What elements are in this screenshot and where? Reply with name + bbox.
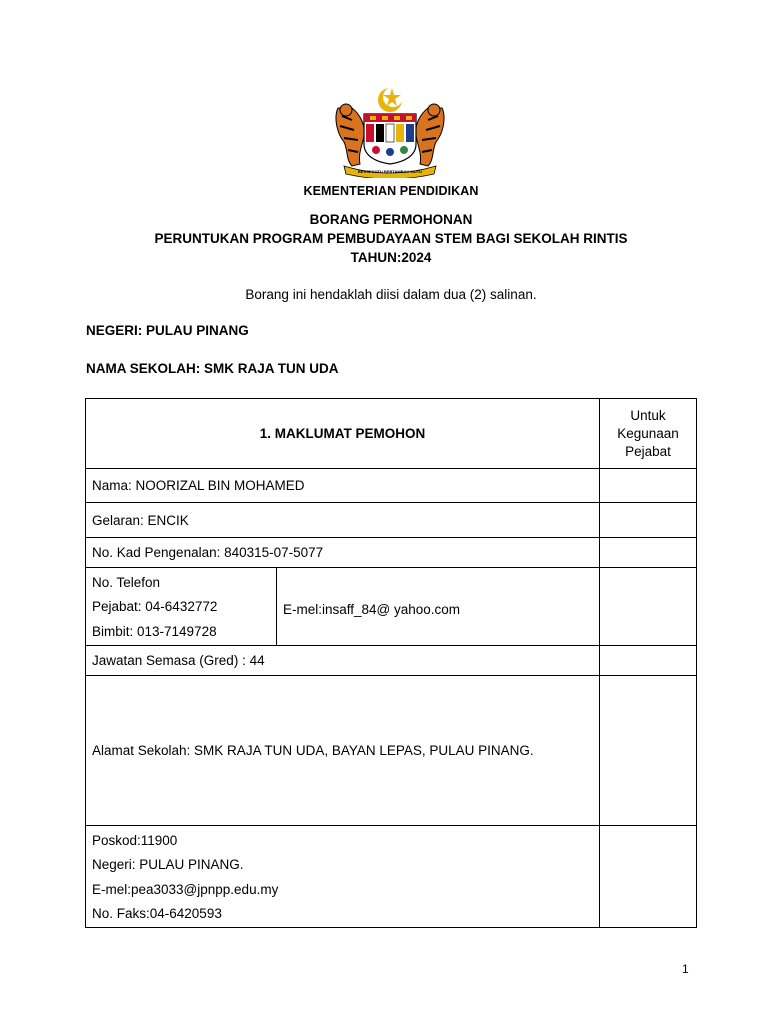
emblem-motto: BERSEKUTU BERTAMBAH MUTU: [357, 169, 423, 174]
phone-label: No. Telefon: [92, 574, 161, 590]
office-use-cell: [600, 469, 697, 503]
school-name-line: NAMA SEKOLAH: SMK RAJA TUN UDA: [86, 361, 339, 376]
ic-number-field: No. Kad Pengenalan: 840315-07-5077: [86, 538, 600, 568]
table-row: [86, 646, 697, 676]
name-field: Nama: NOORIZAL BIN MOHAMED: [86, 469, 600, 503]
page-number: 1: [682, 962, 689, 976]
phone-office: Pejabat: 04-6432772: [92, 599, 218, 615]
office-use-header: [600, 399, 697, 469]
form-title-block: [0, 210, 768, 267]
form-subtitle: PERUNTUKAN PROGRAM PEMBUDAYAAN STEM BAGI SEKOLAH RINTIS: [154, 231, 628, 246]
office-use-cell: [600, 646, 697, 676]
state-detail-line: Negeri: PULAU PINANG.: [92, 857, 244, 872]
school-address-field: Alamat Sekolah: SMK RAJA TUN UDA, BAYAN LEPAS, PULAU PINANG.: [86, 676, 600, 826]
postcode-line: Poskod:11900: [92, 832, 178, 848]
table-header-row: [86, 399, 697, 469]
table-row: [86, 568, 697, 646]
table-row: [86, 826, 697, 928]
phone-mobile: Bimbit: 013-7149728: [92, 623, 217, 639]
contact-details-cell: [86, 826, 600, 928]
state-line: NEGERI: PULAU PINANG: [86, 323, 249, 338]
office-use-line: Kegunaan: [617, 425, 679, 441]
table-row: [86, 469, 697, 503]
office-use-line: Pejabat: [625, 443, 671, 459]
fax-line: No. Faks:04-6420593: [92, 906, 222, 921]
applicant-info-table: [85, 398, 697, 928]
form-instruction: Borang ini hendaklah diisi dalam dua (2) salinan.: [245, 287, 537, 302]
email-field: E-mel:insaff_84@ yahoo.com: [277, 568, 600, 646]
form-title: BORANG PERMOHONAN: [309, 212, 473, 227]
office-use-line: Untuk: [630, 407, 666, 423]
ministry-name: KEMENTERIAN PENDIDIKAN: [303, 184, 479, 198]
school-email-line: E-mel:pea3033@jpnpp.edu.my: [92, 881, 279, 897]
table-row: [86, 538, 697, 568]
office-use-cell: [600, 568, 697, 646]
coat-of-arms-emblem: [330, 86, 450, 178]
office-use-cell: [600, 676, 697, 826]
position-grade-field: Jawatan Semasa (Gred) : 44: [86, 646, 600, 676]
table-row: [86, 676, 697, 826]
office-use-cell: [600, 538, 697, 568]
phone-cell: [86, 568, 277, 646]
table-row: [86, 503, 697, 538]
office-use-cell: [600, 503, 697, 538]
title-field: Gelaran: ENCIK: [86, 503, 600, 538]
form-year: TAHUN:2024: [350, 250, 432, 265]
office-use-cell: [600, 826, 697, 928]
section-heading: 1. MAKLUMAT PEMOHON: [86, 399, 600, 469]
